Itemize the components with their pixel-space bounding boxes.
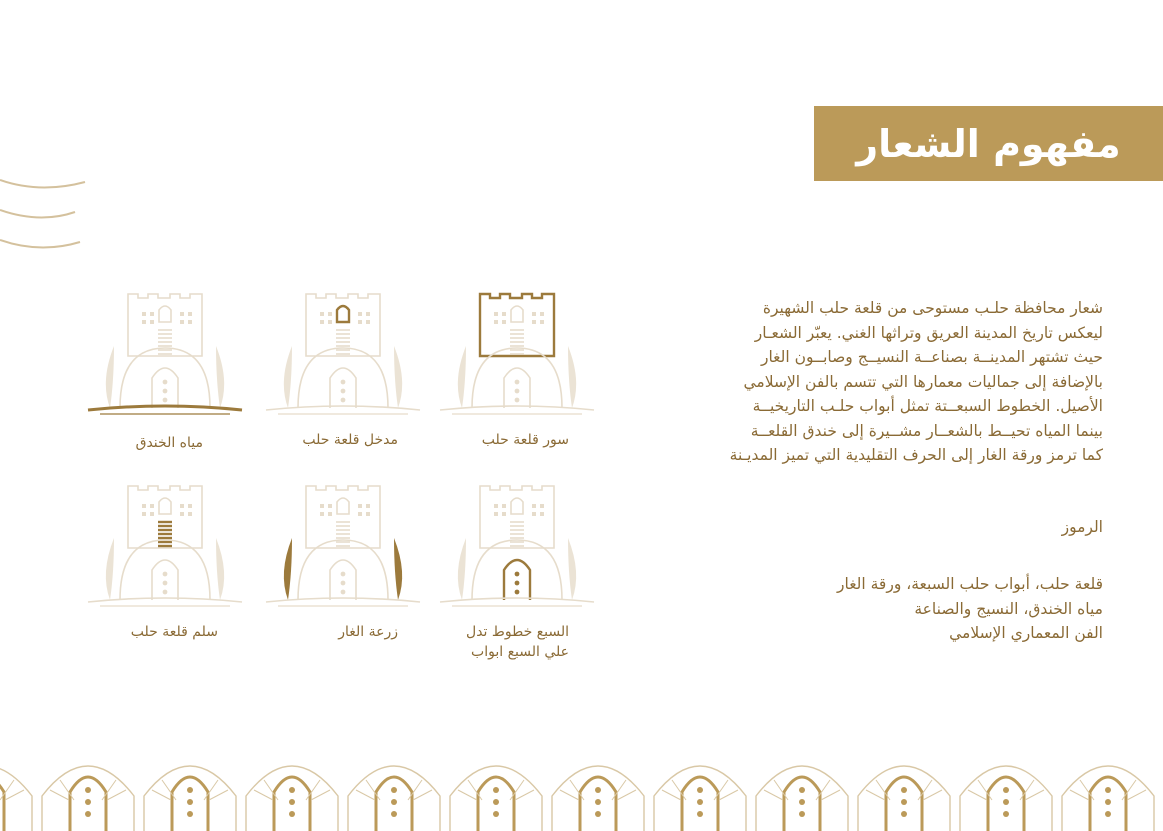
arch-gate-icon	[654, 766, 746, 831]
logo-caption: سلم قلعة حلب	[130, 624, 218, 640]
castle-logo-icon	[80, 478, 250, 608]
paragraph-line: شعار محافظة حلـب مستوحى من قلعة حلب الشهيرة	[762, 299, 1103, 317]
arch-gate-icon	[756, 766, 848, 831]
paragraph-line: ليعكس تاريخ المدينة العريق وتراثها الغني. يعبّر الشعـار	[754, 323, 1103, 342]
symbols-heading: الرموز	[1061, 518, 1103, 536]
logo-caption: السبع خطوط تدل علي السبع ابواب	[466, 624, 569, 660]
symbol-item: مياه الخندق، النسيج والصناعة	[914, 599, 1103, 618]
page-title: مفهوم الشعار	[856, 121, 1121, 166]
arch-gate-icon	[1062, 766, 1154, 831]
logo-laurel	[258, 478, 428, 608]
logo-stairs	[80, 478, 250, 608]
arch-gate-icon	[552, 766, 644, 831]
logo-caption: مياه الخندق	[135, 435, 203, 451]
logo-entrance	[258, 286, 428, 416]
castle-logo-icon	[258, 286, 428, 416]
paragraph-line: بينما المياه تحيــط بالشعــار مشــيرة إلى خندق القلعــة	[750, 421, 1103, 440]
paragraph-line: بالإضافة إلى جماليات معمارها التي تتسم بالفن الإسلامي	[743, 372, 1103, 391]
wave-icon	[0, 170, 95, 260]
paragraph-line: الأصيل. الخطوط السبعــتة تمثل أبواب حلـب التاريخيــة	[752, 397, 1103, 415]
castle-logo-icon	[432, 478, 602, 608]
castle-logo-icon	[258, 478, 428, 608]
paragraph-line: حيث تشتهر المدينــة بصناعــة النسيــج وصابــون الغار	[760, 348, 1103, 366]
concept-paragraph	[620, 296, 1103, 468]
symbols-list	[837, 572, 1103, 646]
arch-gate-icon	[348, 766, 440, 831]
arch-gate-icon	[450, 766, 542, 831]
arch-gate-icon	[0, 766, 32, 831]
logo-water	[80, 286, 250, 416]
logo-wall	[432, 286, 602, 416]
arch-gate-icon	[246, 766, 338, 831]
title-band	[814, 106, 1163, 181]
arch-gate-icon	[42, 766, 134, 831]
logo-gate	[432, 478, 602, 608]
arch-gate-icon	[960, 766, 1052, 831]
arch-gate-icon	[858, 766, 950, 831]
logo-caption: سور قلعة حلب	[481, 432, 569, 448]
castle-logo-icon	[80, 286, 250, 416]
arch-pattern-border	[0, 740, 1163, 831]
castle-logo-icon	[432, 286, 602, 416]
logo-caption: مدخل قلعة حلب	[302, 432, 398, 448]
arch-gate-icon	[144, 766, 236, 831]
paragraph-line: كما ترمز ورقة الغار إلى الحرف التقليدية التي تميز المديـنة	[729, 446, 1103, 464]
symbol-item: الفن المعماري الإسلامي	[949, 624, 1103, 642]
symbol-item: قلعة حلب، أبواب حلب السبعة، ورقة الغار	[836, 575, 1103, 593]
logo-caption: زرعة الغار	[338, 624, 398, 640]
